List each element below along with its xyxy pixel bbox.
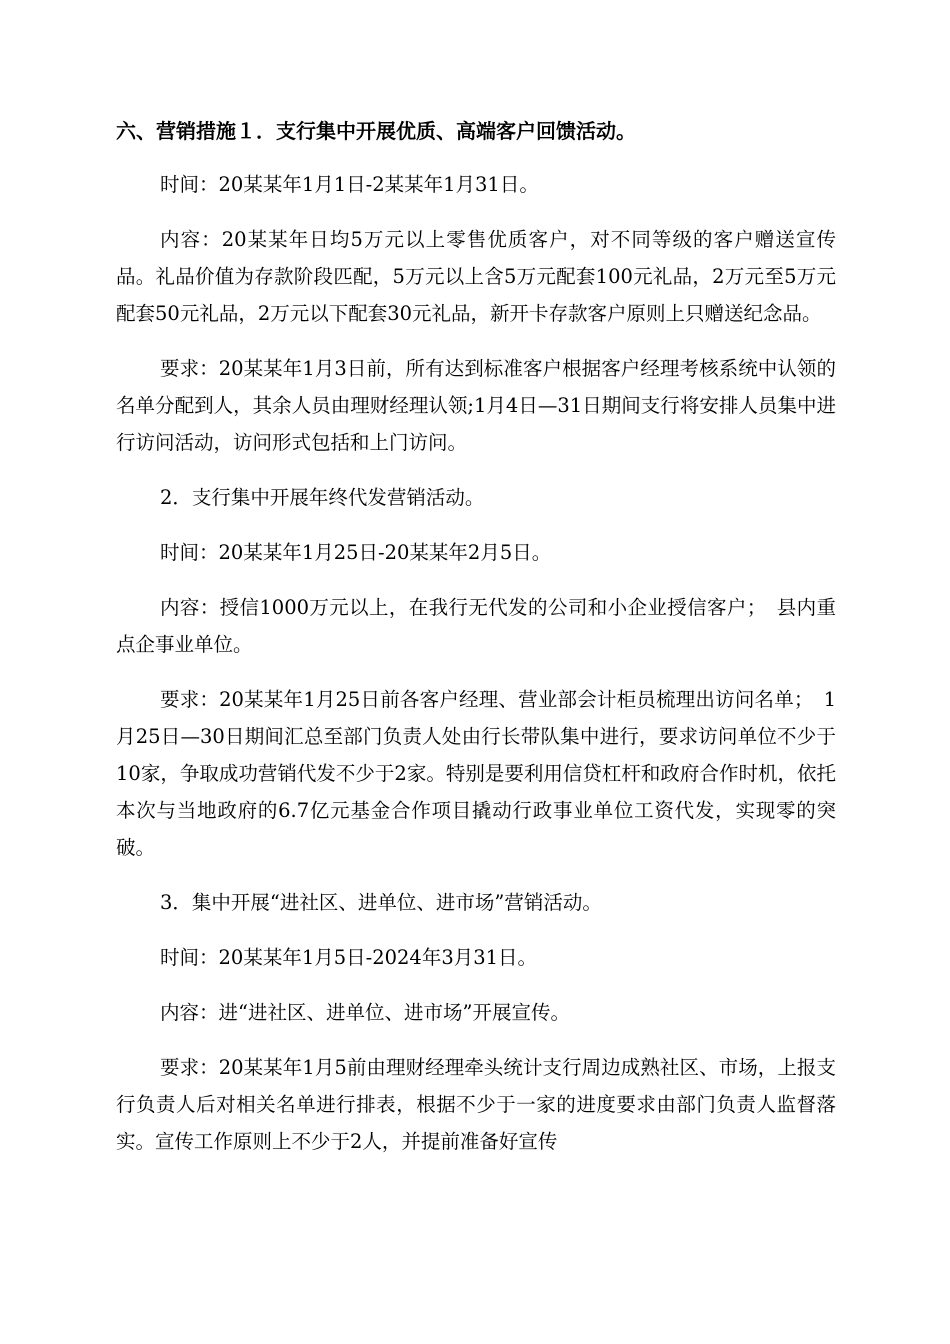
activity2-time: 时间：20某某年1月25日-20某某年2月5日。 bbox=[160, 541, 552, 564]
activity3-time: 时间：20某某年1月5日-2024年3月31日。 bbox=[160, 946, 538, 969]
document-page bbox=[116, 112, 836, 1178]
section-heading: 六、营销措施１．支行集中开展优质、高端客户回馈活动。 bbox=[116, 119, 636, 143]
activity3-title: 3．集中开展“进社区、进单位、进市场”营销活动。 bbox=[160, 891, 602, 914]
activity2-requirement: 要求：20某某年1月25日前各客户经理、营业部会计柜员梳理出访问名单； 1月25日—30日期间汇总至部门负责人处由行长带队集中进行，要求访问单位不少于10家，争取成功营销代发不少于2家。特别是要利用信贷杠杆和政府合作时机，依托本次与当地政府的6.7亿元基金合作项目撬动行政事业单位工资代发，实现零的突破。 bbox=[116, 688, 836, 859]
activity2-content: 内容：授信1000万元以上，在我行无代发的公司和小企业授信客户； 县内重点企事业单位。 bbox=[116, 596, 836, 656]
activity3-content: 内容：进“进社区、进单位、进市场”开展宣传。 bbox=[160, 1001, 570, 1024]
activity3-requirement: 要求：20某某年1月5前由理财经理牵头统计支行周边成熟社区、市场，上报支行负责人后对相关名单进行排表，根据不少于一家的进度要求由部门负责人监督落实。宣传工作原则上不少于2人，并提前准备好宣传 bbox=[116, 1056, 836, 1153]
activity1-requirement: 要求：20某某年1月3日前，所有达到标准客户根据客户经理考核系统中认领的名单分配到人，其余人员由理财经理认领;1月4日—31日期间支行将安排人员集中进行访问活动，访问形式包括和上门访问。 bbox=[116, 357, 836, 454]
activity2-title: 2．支行集中开展年终代发营销活动。 bbox=[160, 486, 485, 509]
activity1-time: 时间：20某某年1月1日-2某某年1月31日。 bbox=[160, 173, 539, 196]
activity1-content: 内容：20某某年日均5万元以上零售优质客户，对不同等级的客户赠送宣传品。礼品价值为存款阶段匹配，5万元以上含5万元配套100元礼品，2万元至5万元配套50元礼品，2万元以下配套30元礼品，新开卡存款客户原则上只赠送纪念品。 bbox=[116, 228, 836, 325]
